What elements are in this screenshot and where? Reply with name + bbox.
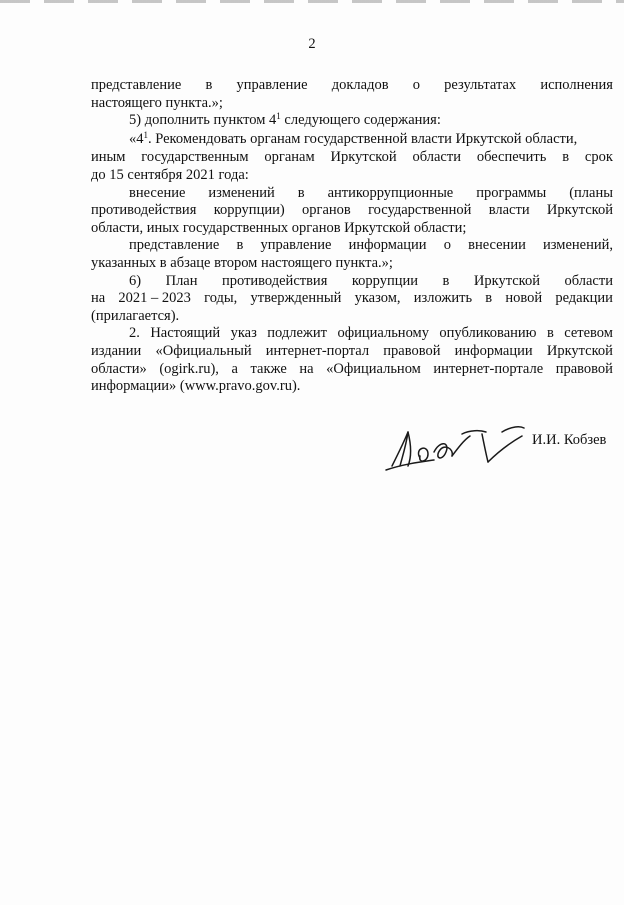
word: «Официальном bbox=[326, 360, 421, 377]
word: органов bbox=[302, 202, 351, 219]
word: внесении bbox=[468, 237, 526, 254]
text-line bbox=[91, 237, 613, 255]
word: управление bbox=[260, 237, 332, 254]
word: иным bbox=[91, 149, 126, 166]
word: указ bbox=[230, 325, 257, 342]
word: в bbox=[485, 290, 493, 307]
word: противодействия bbox=[91, 202, 197, 219]
text-line bbox=[91, 202, 613, 220]
text-line bbox=[91, 378, 613, 396]
word: изложить bbox=[413, 290, 473, 307]
word: в bbox=[236, 237, 244, 254]
word: подлежит bbox=[267, 325, 328, 342]
word: изменений, bbox=[542, 237, 613, 254]
text-before: 5) дополнить пунктом 4 bbox=[129, 112, 277, 129]
word: (ogirk.ru), bbox=[159, 360, 219, 377]
word: издании bbox=[91, 342, 142, 359]
word: представление bbox=[91, 77, 182, 93]
text-line bbox=[91, 220, 613, 238]
text-line bbox=[91, 95, 613, 113]
word: на bbox=[299, 360, 314, 377]
handwritten-signature bbox=[384, 418, 534, 478]
word: а bbox=[231, 360, 238, 377]
text-line bbox=[91, 325, 613, 343]
word: Иркутской bbox=[330, 149, 397, 166]
word: области» bbox=[91, 360, 147, 377]
word: области bbox=[564, 272, 613, 289]
word: (прилагается). bbox=[91, 307, 180, 324]
text-line bbox=[91, 343, 613, 361]
word: информации» (www.pravo.gov.ru). bbox=[91, 378, 301, 395]
word: внесение bbox=[129, 184, 186, 201]
word: Иркутской bbox=[546, 342, 613, 359]
word: изменений bbox=[208, 184, 275, 201]
word: государственной bbox=[368, 202, 472, 219]
word: представление bbox=[129, 237, 220, 254]
word: в bbox=[297, 184, 305, 201]
superscript: 1 bbox=[143, 129, 148, 140]
word: противодействия bbox=[222, 272, 328, 289]
word: о bbox=[412, 77, 420, 93]
word: «Официальный bbox=[155, 342, 252, 359]
word: 6) bbox=[129, 272, 142, 289]
text-run bbox=[129, 131, 577, 150]
word: редакции bbox=[555, 290, 613, 307]
word: государственным bbox=[141, 149, 249, 166]
word: докладов bbox=[331, 77, 389, 93]
text-line bbox=[91, 290, 613, 308]
word: сетевом bbox=[564, 325, 613, 342]
word: антикоррупционные bbox=[327, 184, 454, 201]
word: интернет-портал bbox=[265, 342, 370, 359]
word: указом, bbox=[354, 290, 401, 307]
superscript: 1 bbox=[276, 111, 281, 122]
word: информации bbox=[454, 342, 533, 359]
text-line bbox=[91, 361, 613, 379]
word: правовой bbox=[555, 360, 613, 377]
text-line bbox=[91, 167, 613, 185]
word: 2021 – 2023 bbox=[118, 290, 191, 307]
scan-edge-artifact bbox=[0, 0, 624, 3]
text-line bbox=[91, 149, 613, 167]
word: информации bbox=[348, 237, 427, 254]
text-line bbox=[91, 308, 613, 326]
text-line bbox=[91, 185, 613, 203]
word: (планы bbox=[569, 184, 613, 201]
word: интернет-портале bbox=[433, 360, 544, 377]
word: 2. bbox=[129, 325, 140, 342]
word: в bbox=[546, 325, 554, 342]
word: официальному bbox=[337, 325, 429, 342]
word: о bbox=[443, 237, 451, 254]
word: коррупции) bbox=[213, 202, 285, 219]
text-line bbox=[91, 255, 613, 273]
word: в bbox=[562, 149, 570, 166]
text-line bbox=[91, 131, 613, 150]
text-after: следующего содержания: bbox=[280, 112, 441, 129]
word: Иркутской bbox=[546, 202, 613, 219]
word: до 15 сентября 2021 года: bbox=[91, 166, 249, 183]
word: в bbox=[442, 272, 450, 289]
word: управление bbox=[236, 77, 308, 93]
word: настоящего пункта.»; bbox=[91, 94, 223, 111]
word: опубликованию bbox=[439, 325, 537, 342]
word: Настоящий bbox=[150, 325, 221, 342]
word: области bbox=[412, 149, 461, 166]
word: правовой bbox=[383, 342, 441, 359]
word: указанных в абзаце втором настоящего пункта.»; bbox=[91, 254, 393, 271]
text-run bbox=[129, 112, 441, 131]
text-before: «4 bbox=[129, 130, 144, 147]
word: в bbox=[205, 77, 213, 93]
word: новой bbox=[505, 290, 543, 307]
document-body bbox=[91, 77, 613, 396]
text-line bbox=[91, 273, 613, 291]
signer-name: И.И. Кобзев bbox=[532, 432, 607, 448]
word: срок bbox=[584, 149, 613, 166]
word: исполнения bbox=[540, 77, 613, 93]
word: утвержденный bbox=[250, 290, 342, 307]
word: власти bbox=[488, 202, 530, 219]
word: на bbox=[91, 290, 106, 307]
word: обеспечить bbox=[476, 149, 547, 166]
word: органам bbox=[264, 149, 315, 166]
text-line bbox=[91, 112, 613, 131]
word: Иркутской bbox=[473, 272, 540, 289]
word: области, иных государственных органов Иркутской области; bbox=[91, 219, 467, 236]
word: результатах bbox=[444, 77, 517, 93]
word: годы, bbox=[204, 290, 238, 307]
word: План bbox=[165, 272, 198, 289]
word: коррупции bbox=[351, 272, 419, 289]
word: также bbox=[250, 360, 287, 377]
text-after: . Рекомендовать органам государственной власти Иркутской области, bbox=[148, 130, 578, 147]
word: программы bbox=[476, 184, 547, 201]
text-line bbox=[91, 77, 613, 95]
page-number: 2 bbox=[308, 36, 316, 52]
